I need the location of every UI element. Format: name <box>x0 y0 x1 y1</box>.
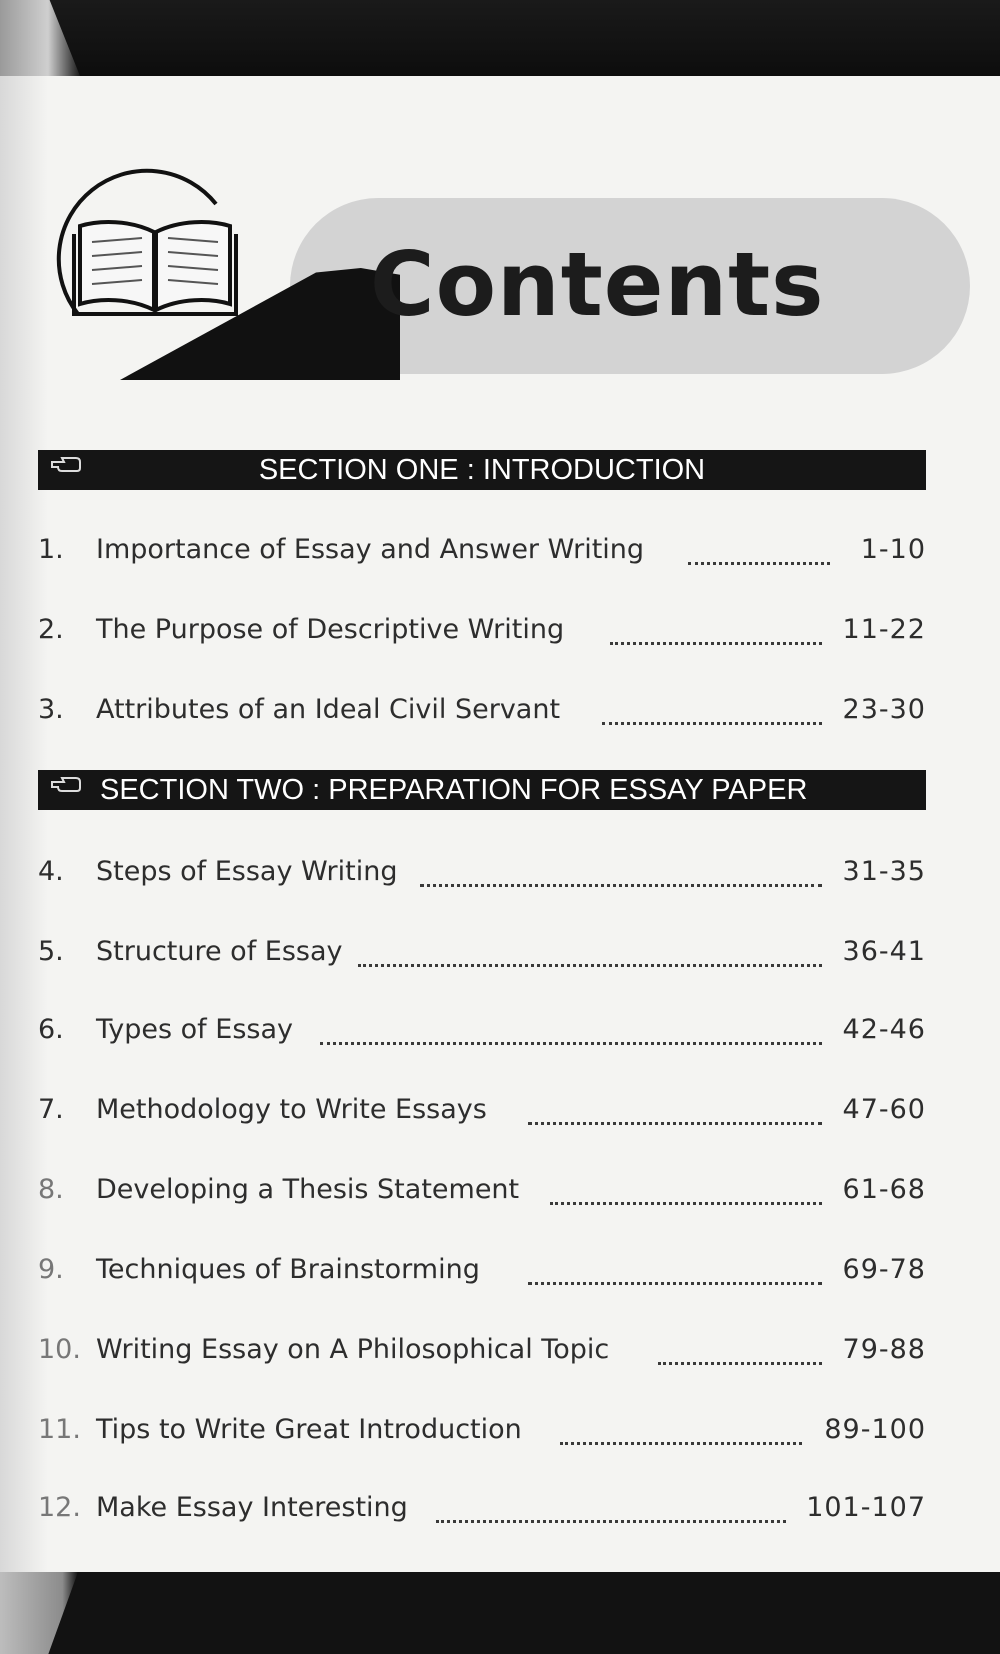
section-title: SECTION ONE : INTRODUCTION <box>258 454 706 486</box>
dot-leader <box>610 638 822 645</box>
toc-entry-pages: 36-41 <box>842 936 926 967</box>
toc-entry-pages: 101-107 <box>806 1492 926 1523</box>
page-title: Contents <box>370 233 825 336</box>
open-book-icon <box>70 212 240 322</box>
dot-leader <box>602 718 822 725</box>
dot-leader <box>436 1516 786 1523</box>
toc-entry <box>38 1328 926 1372</box>
toc-entry-number: 10. <box>38 1334 81 1365</box>
toc-entry-number: 1. <box>38 534 64 565</box>
toc-entry-pages: 23-30 <box>842 694 926 725</box>
toc-entry-number: 6. <box>38 1014 64 1045</box>
section-heading-two <box>38 770 926 810</box>
toc-entry-number: 3. <box>38 694 64 725</box>
toc-entry-pages: 42-46 <box>842 1014 926 1045</box>
top-border-band <box>0 0 1000 76</box>
toc-entry <box>38 528 926 572</box>
toc-entry-title: Developing a Thesis Statement <box>96 1174 520 1205</box>
toc-entry <box>38 1408 926 1452</box>
toc-entry <box>38 608 926 652</box>
section-title: SECTION TWO : PREPARATION FOR ESSAY PAPER <box>100 774 808 806</box>
toc-entry <box>38 930 926 974</box>
dot-leader <box>358 960 822 967</box>
toc-entry-number: 9. <box>38 1254 64 1285</box>
toc-entry-title: Make Essay Interesting <box>96 1492 408 1523</box>
dot-leader <box>528 1118 822 1125</box>
contents-header <box>40 160 940 380</box>
top-corner-stripe <box>0 0 80 76</box>
toc-entry-pages: 69-78 <box>842 1254 926 1285</box>
toc-entry <box>38 1008 926 1052</box>
toc-entry-pages: 31-35 <box>842 856 926 887</box>
toc-entry-pages: 1-10 <box>860 534 926 565</box>
toc-entry-number: 2. <box>38 614 64 645</box>
dot-leader <box>320 1038 822 1045</box>
dot-leader <box>688 558 830 565</box>
dot-leader <box>560 1438 802 1445</box>
dot-leader <box>658 1358 822 1365</box>
toc-entry-title: The Purpose of Descriptive Writing <box>96 614 565 645</box>
toc-entry-pages: 89-100 <box>824 1414 926 1445</box>
toc-entry-number: 12. <box>38 1492 81 1523</box>
toc-entry <box>38 850 926 894</box>
toc-entry <box>38 1168 926 1212</box>
toc-entry-title: Attributes of an Ideal Civil Servant <box>96 694 561 725</box>
toc-entry <box>38 1486 926 1530</box>
toc-entry-title: Methodology to Write Essays <box>96 1094 487 1125</box>
dot-leader <box>420 880 822 887</box>
toc-entry-number: 11. <box>38 1414 81 1445</box>
toc-entry-title: Writing Essay on A Philosophical Topic <box>96 1334 610 1365</box>
toc-entry-pages: 47-60 <box>842 1094 926 1125</box>
toc-entry-title: Types of Essay <box>96 1014 293 1045</box>
toc-entry-title: Importance of Essay and Answer Writing <box>96 534 645 565</box>
dot-leader <box>528 1278 822 1285</box>
bottom-border-band <box>0 1572 1000 1654</box>
toc-entry-title: Techniques of Brainstorming <box>96 1254 480 1285</box>
toc-entry <box>38 1088 926 1132</box>
toc-entry <box>38 688 926 732</box>
section-heading-one <box>38 450 926 490</box>
toc-entry-pages: 79-88 <box>842 1334 926 1365</box>
toc-entry-title: Steps of Essay Writing <box>96 856 398 887</box>
toc-entry-title: Structure of Essay <box>96 936 343 967</box>
toc-entry-number: 4. <box>38 856 64 887</box>
bottom-corner-stripe <box>0 1572 78 1654</box>
dot-leader <box>550 1198 822 1205</box>
toc-entry-number: 7. <box>38 1094 64 1125</box>
toc-entry-pages: 11-22 <box>842 614 926 645</box>
pointing-hand-icon <box>50 774 82 794</box>
toc-entry-number: 5. <box>38 936 64 967</box>
toc-entry-number: 8. <box>38 1174 64 1205</box>
toc-entry <box>38 1248 926 1292</box>
toc-entry-title: Tips to Write Great Introduction <box>96 1414 522 1445</box>
toc-entry-pages: 61-68 <box>842 1174 926 1205</box>
